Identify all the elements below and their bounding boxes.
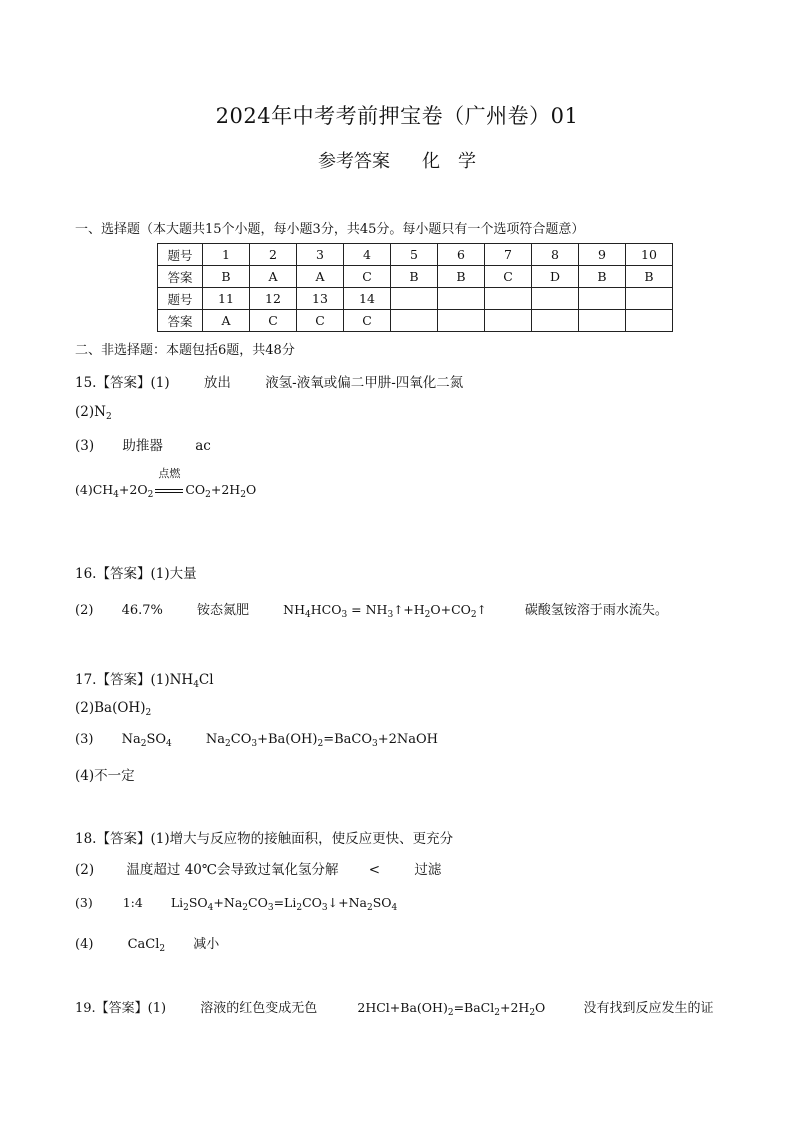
q17-line1: 17.【答案】$(1)NH_4Cl$	[75, 672, 214, 690]
answer-table-cell	[391, 310, 438, 332]
q16-answer-4: 碳酸氢铵溶于雨水流失。	[524, 603, 668, 618]
page-subtitle	[0, 147, 794, 173]
answer-table-cell: B	[579, 266, 626, 288]
answer-table-cell	[438, 310, 485, 332]
subtitle-subject-2: 学	[458, 151, 476, 172]
q16-answer-2: 铵态氮肥	[197, 603, 250, 618]
q16-answer-1: 46.7%	[121, 603, 163, 618]
q16-p2: (2)	[75, 603, 94, 618]
page-title: 2024年中考考前押宝卷（广州卷）01	[215, 104, 579, 128]
q18-answer-3: 过滤	[414, 862, 442, 878]
q15-p2: (2)N	[75, 404, 106, 420]
answer-table-cell: B	[203, 266, 250, 288]
answer-table-cell	[579, 288, 626, 310]
answer-table-cell: 9	[579, 244, 626, 266]
answer-table-cell: 4	[344, 244, 391, 266]
q17-p3: (3)	[75, 732, 94, 747]
q16-line2	[75, 599, 668, 620]
answer-table-cell: 10	[626, 244, 673, 266]
q18-line1: 18.【答案】(1)增大与反应物的接触面积，使反应更快、更充分	[75, 831, 454, 847]
answer-table-cell	[532, 288, 579, 310]
answer-table-cell: 2	[250, 244, 297, 266]
q18-answer-6: 减小	[193, 937, 220, 952]
answer-table-cell	[626, 288, 673, 310]
answer-table-cell: B	[626, 266, 673, 288]
q18-equation: $Li_2SO_4+Na_2CO_3=Li_2CO_3↓+Na_2SO_4$	[170, 895, 398, 913]
answer-table-cell	[626, 310, 673, 332]
subtitle-answer-key: 参考答案	[318, 151, 390, 172]
q15-answer-2: 液氢-液氧或偏二甲肼-四氧化二氮	[265, 375, 464, 391]
q15-p4: (4)CH	[75, 482, 114, 497]
answer-table-cell: 6	[438, 244, 485, 266]
q19-equation: $2HCl+Ba(OH)_2=BaCl_2+2H_2O$	[357, 1000, 546, 1018]
q15-p3: (3)	[75, 438, 95, 454]
q15-line3	[75, 434, 211, 454]
section2-heading: 二、非选择题：本题包括6题，共48分	[75, 343, 295, 358]
q16-line1: 16.【答案】(1)大量	[75, 566, 197, 582]
q15-line2	[75, 404, 112, 422]
q15-label: 15.【答案】(1)	[75, 375, 170, 391]
answer-table-cell: C	[297, 310, 344, 332]
q15-answer-1: 放出	[203, 375, 231, 391]
q18-line4	[75, 933, 219, 954]
section1-heading: 一、选择题（本大题共15个小题，每小题3分，共45分。每小题只有一个选项符合题意）	[75, 222, 585, 237]
answer-table-cell	[438, 288, 485, 310]
answer-table-cell: A	[297, 266, 344, 288]
subtitle-subject-1: 化	[422, 151, 440, 172]
q17-line2: $(2)Ba(OH)_2$	[75, 700, 152, 718]
answer-table-cell: B	[438, 266, 485, 288]
q18-answer-1: 温度超过 40℃会导致过氧化氢分解	[126, 862, 339, 878]
answer-table-row-header: 答案	[158, 266, 203, 288]
answer-table	[157, 243, 673, 332]
answer-table-cell: 5	[391, 244, 438, 266]
q18-answer-5: CaCl$_2$	[127, 937, 166, 954]
answer-table-row	[158, 288, 673, 310]
answer-table-cell: B	[391, 266, 438, 288]
answer-table-cell	[579, 310, 626, 332]
q17-equation: $Na_2CO_3+Ba(OH)_2=BaCO_3+2NaOH$	[205, 732, 439, 749]
q17-p1: 17.【答案】(1)NH	[75, 672, 194, 688]
answer-table-cell: 13	[297, 288, 344, 310]
q19-answer-3: 没有找到反应发生的证	[583, 1001, 714, 1016]
q18-line2	[75, 858, 441, 878]
reaction-condition: 点燃	[153, 482, 185, 497]
answer-table-cell: C	[250, 310, 297, 332]
answer-table-cell: 7	[485, 244, 532, 266]
answer-table-cell: C	[344, 310, 391, 332]
q15-p3-answer-1: 助推器	[122, 438, 163, 454]
q18-line3	[75, 895, 397, 913]
q15-line1	[75, 371, 463, 391]
q18-p2: (2)	[75, 862, 95, 878]
answer-table-cell: 12	[250, 288, 297, 310]
q19-line1	[75, 997, 713, 1018]
answer-table-cell: 1	[203, 244, 250, 266]
answer-table-row-header: 题号	[158, 244, 203, 266]
answer-table-row-header: 题号	[158, 288, 203, 310]
answer-table-cell: D	[532, 266, 579, 288]
q17-p2: (2)Ba(OH)	[75, 700, 146, 716]
answer-table-cell	[391, 288, 438, 310]
answer-table-cell: 11	[203, 288, 250, 310]
answer-table-row	[158, 310, 673, 332]
answer-table-row	[158, 266, 673, 288]
answer-table-cell	[532, 310, 579, 332]
answer-table-cell	[485, 310, 532, 332]
answer-table-row-header: 答案	[158, 310, 203, 332]
q18-p4: (4)	[75, 937, 94, 952]
q16-equation: $NH_4HCO_3$ = $NH_3↑+H_2O+CO_2↑$	[283, 602, 487, 620]
q18-answer-4: 1:4	[122, 895, 143, 910]
answer-table-cell: C	[485, 266, 532, 288]
answer-table-cell	[485, 288, 532, 310]
q15-line4-equation: $(4)CH_4+2O_2$ 点燃 $CO_2+2H_2O$	[75, 467, 257, 500]
q15-p3-answer-2: ac	[195, 438, 211, 454]
q18-p3: (3)	[75, 895, 93, 910]
answer-table-cell: 3	[297, 244, 344, 266]
q17-line4: (4)不一定	[75, 768, 135, 784]
answer-table-cell: A	[203, 310, 250, 332]
q17-answer-1: $Na_2SO_4$	[121, 732, 172, 749]
answer-table-cell: 14	[344, 288, 391, 310]
q17-line3	[75, 732, 438, 749]
answer-table-row	[158, 244, 673, 266]
q19-answer-1: 溶液的红色变成无色	[200, 1001, 318, 1016]
q18-answer-2: <	[368, 862, 381, 878]
q19-p1: 19.【答案】(1)	[75, 1001, 167, 1016]
q15-p2-sub: 2	[105, 412, 112, 422]
answer-table-cell: 8	[532, 244, 579, 266]
answer-table-cell: C	[344, 266, 391, 288]
answer-table-cell: A	[250, 266, 297, 288]
